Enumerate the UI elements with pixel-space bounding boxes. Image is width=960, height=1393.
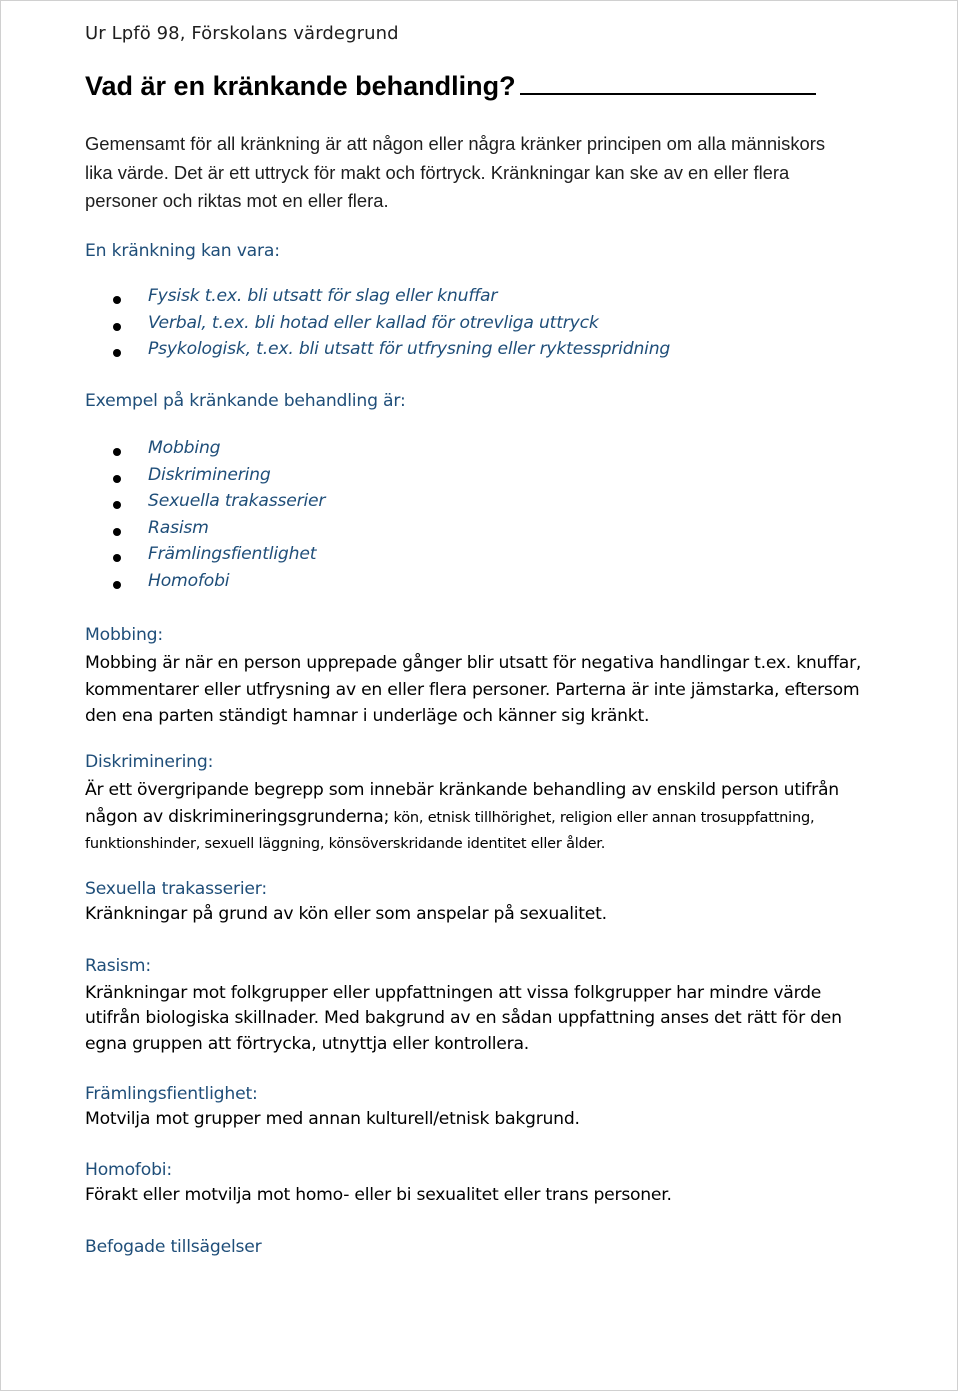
intro-paragraph [85, 130, 825, 216]
bullet-icon [113, 554, 121, 562]
bullet-icon [113, 323, 121, 331]
forms-heading: En kränkning kan vara: [85, 241, 280, 261]
homofobi-heading: Homofobi: [85, 1160, 172, 1180]
bullet-icon [113, 448, 121, 456]
bullet-icon [113, 501, 121, 509]
bullet-icon [113, 475, 121, 483]
document-header: Ur Lpfö 98, Förskolans värdegrund [85, 23, 399, 44]
title-text: Vad är en kränkande behandling? [85, 71, 516, 101]
framlingsfientlighet-text: Motvilja mot grupper med annan kulturell/etnisk bakgrund. [85, 1109, 580, 1129]
intro-line: Gemensamt för all kränkning är att någon eller några kränker principen om alla människors [85, 133, 826, 154]
page-title [85, 71, 816, 102]
diskriminering-text: Är ett övergripande begrepp som innebär kränkande behandling av enskild person utifrån någon av diskrimineringsgrunderna; kön, etnisk tillhörighet, religion eller annan trosuppfattning, funktionshinder, sexuell läggning, könsöverskridande identitet eller ålder. [85, 780, 839, 852]
intro-line: personer och riktas mot en eller flera. [85, 190, 389, 211]
bullet-icon [113, 581, 121, 589]
sexuella-text: Kränkningar på grund av kön eller som anspelar på sexualitet. [85, 904, 607, 924]
diskriminering-heading: Diskriminering: [85, 752, 214, 772]
bullet-icon [113, 528, 121, 536]
document-page: Ur Lpfö 98, Förskolans värdegrund Vad är en kränkande behandling? Gemensamt för all kränkning är att någon eller några kränker principen om alla människors lika värde. Det är ett uttryck för makt och förtryck. Kränkningar kan ske av en eller flera personer och riktas mot en eller flera. En kränkning kan vara: Fysisk t.ex. bli utsatt för slag eller knuffar Verbal, t.ex. bli hotad eller kallad för otrevliga uttryck Psykologisk, t.ex. bli utsatt för utfrysning eller ryktesspridning Exempel på kränkande behandling är: Mobbing Diskriminering Sexuella trakasserier Rasism Främlingsfientlighet Homofobi Mobbing: Mobbing är när en person upprepade gånger blir utsatt för negativa handlingar t.ex. knuffar, kommentarer eller utfrysning av en eller flera personer. Parterna är inte jämstarka, eftersom den ena parten ständigt hamnar i underläge och känner sig kränkt. Diskriminering: Är ett övergripande begrepp som innebär kränkande behandling av enskild person utifrån någon av diskrimineringsgrunderna; kön, etnisk tillhörighet, religion eller annan trosuppfattning, funktionshinder, sexuell läggning, könsöverskridande identitet eller ålder. Sexuella trakasserier: Kränkningar på grund av kön eller som anspelar på sexualitet. Rasism: Kränkningar mot folkgrupper eller uppfattningen att vissa folkgrupper har mindre värde utifrån biologiska skillnader. Med bakgrund av en sådan uppfattning anses det rätt för den egna gruppen att förtrycka, utnyttja eller kontrollera. Främlingsfientlighet: Motvilja mot grupper med annan kulturell/etnisk bakgrund. Homofobi: Förakt eller motvilja mot homo- eller bi sexualitet eller trans personer. Befogade tillsägelser [0, 0, 958, 1391]
bullet-icon [113, 296, 121, 304]
befogade-heading: Befogade tillsägelser [85, 1237, 262, 1257]
examples-heading: Exempel på kränkande behandling är: [85, 391, 406, 411]
rasism-heading: Rasism: [85, 956, 151, 976]
bullet-icon [113, 349, 121, 357]
title-underline [520, 71, 816, 95]
mobbing-text: Mobbing är när en person upprepade gånger blir utsatt för negativa handlingar t.ex. knuffar, kommentarer eller utfrysning av en eller flera personer. Parterna är inte jämstarka, eftersom den ena parten ständigt hamnar i underläge och känner sig kränkt. [85, 653, 862, 726]
framlingsfientlighet-heading: Främlingsfientlighet: [85, 1084, 258, 1104]
rasism-text: Kränkningar mot folkgrupper eller uppfattningen att vissa folkgrupper har mindre värde utifrån biologiska skillnader. Med bakgrund av en sådan uppfattning anses det rätt för den egna gruppen att förtrycka, utnyttja eller kontrollera. [85, 983, 842, 1054]
mobbing-heading: Mobbing: [85, 625, 163, 645]
intro-line: lika värde. Det är ett uttryck för makt och förtryck. Kränkningar kan ske av en eller flera [85, 161, 790, 183]
homofobi-text: Förakt eller motvilja mot homo- eller bi sexualitet eller trans personer. [85, 1185, 672, 1205]
sexuella-heading: Sexuella trakasserier: [85, 879, 267, 899]
